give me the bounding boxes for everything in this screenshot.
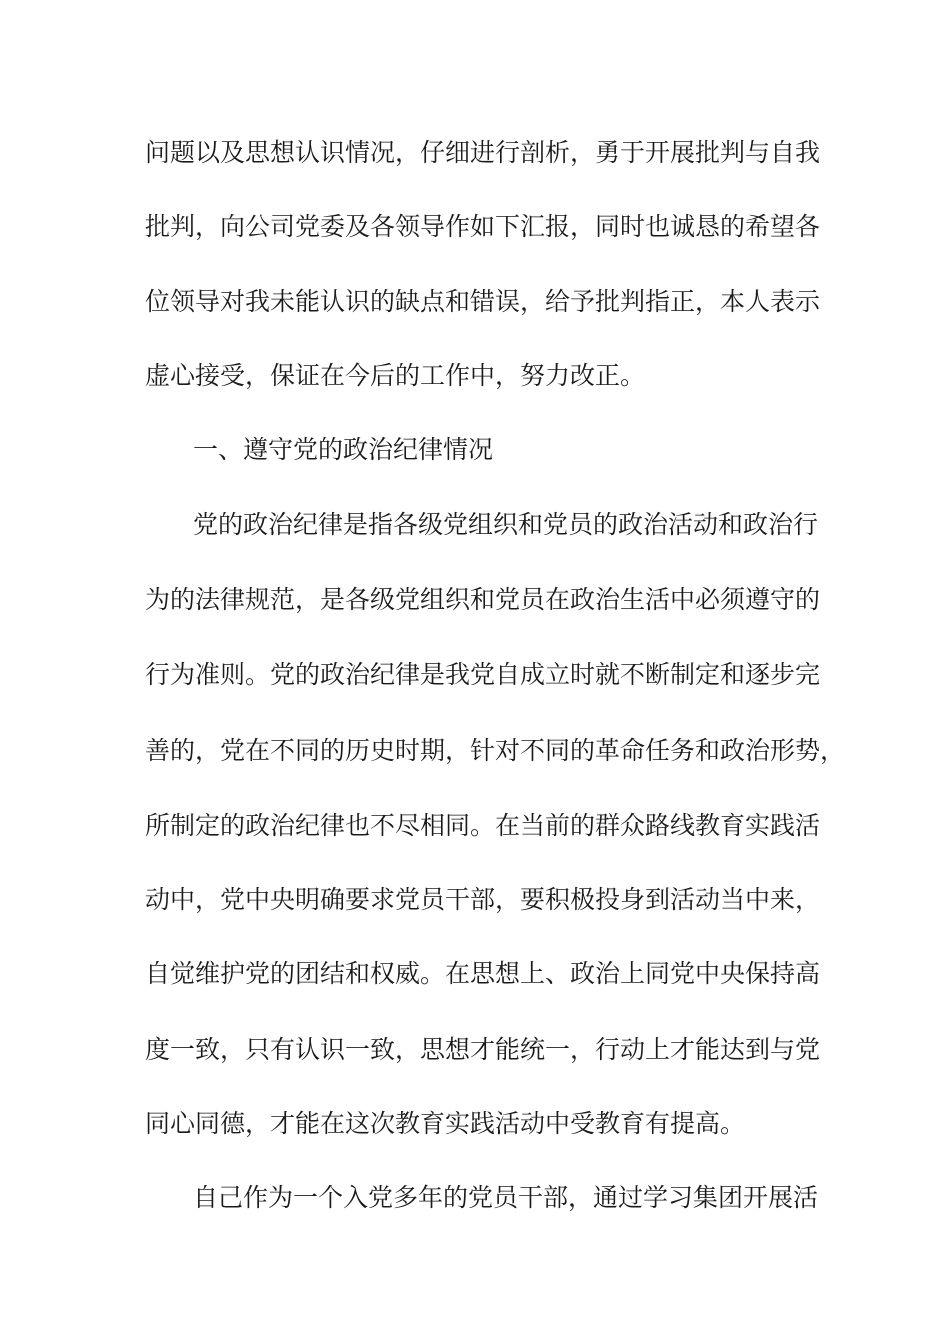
text-line: 动中，党中央明确要求党员干部，要积极投身到活动当中来，: [145, 885, 821, 914]
text-line: 为的法律规范，是各级党组织和党员在政治生活中必须遵守的: [145, 585, 821, 614]
text-line: 所制定的政治纪律也不尽相同。在当前的群众路线教育实践活: [145, 811, 821, 840]
text-line: 批判，向公司党委及各领导作如下汇报，同时也诚恳的希望各: [145, 212, 821, 241]
text-line: 善的，党在不同的历史时期，针对不同的革命任务和政治形势，: [145, 736, 846, 765]
text-line: 自己作为一个入党多年的党员干部，通过学习集团开展活: [193, 1183, 819, 1212]
text-line: 自觉维护党的团结和权威。在思想上、政治上同党中央保持高: [145, 959, 821, 988]
text-line: 度一致，只有认识一致，思想才能统一，行动上才能达到与党: [145, 1035, 821, 1064]
text-line: 位领导对我未能认识的缺点和错误，给予批判指正，本人表示: [145, 287, 821, 316]
text-line: 行为准则。党的政治纪律是我党自成立时就不断制定和逐步完: [145, 660, 821, 689]
text-line: 虚心接受，保证在今后的工作中，努力改正。: [145, 361, 646, 390]
text-line: 问题以及思想认识情况，仔细进行剖析，勇于开展批判与自我: [145, 138, 821, 167]
text-line: 同心同德，才能在这次教育实践活动中受教育有提高。: [145, 1109, 746, 1138]
section-heading: 一、遵守党的政治纪律情况: [193, 435, 494, 464]
text-line: 党的政治纪律是指各级党组织和党员的政治活动和政治行: [193, 510, 819, 539]
